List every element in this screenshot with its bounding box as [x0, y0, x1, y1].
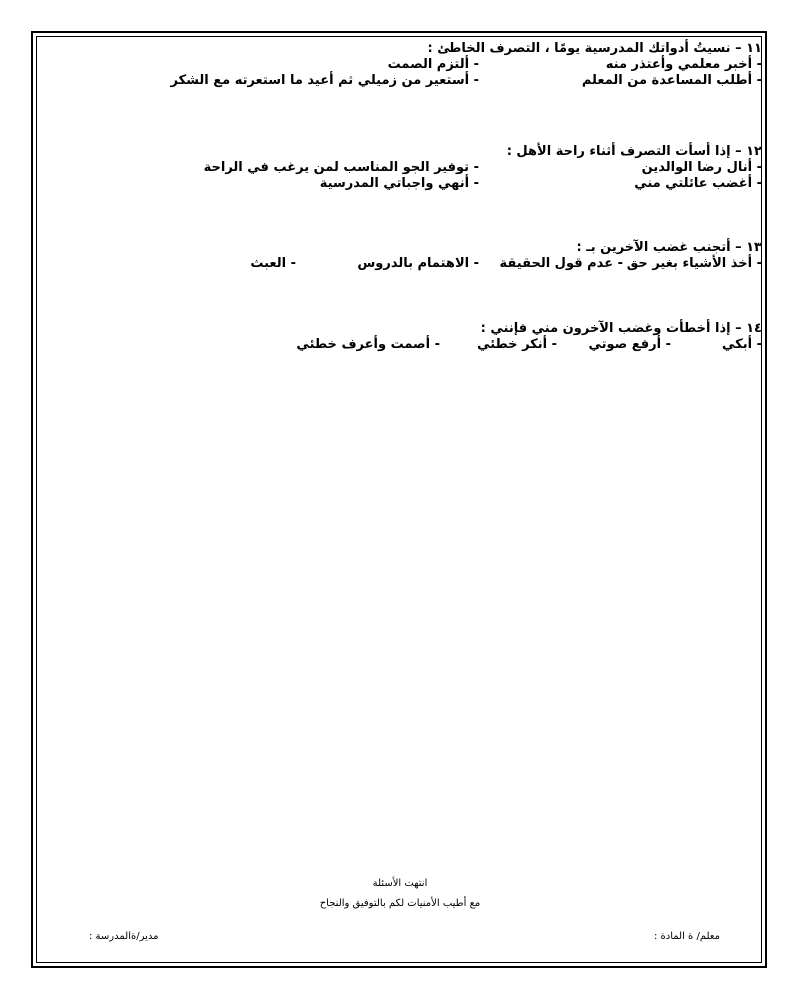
question-12 [40, 144, 762, 192]
principal-signature-label: مدير/ةالمدرسة : [89, 931, 159, 942]
option: - أنهي واجباتي المدرسية [319, 176, 479, 191]
options-row [40, 160, 762, 176]
option: - أطلب المساعدة من المعلم [581, 73, 762, 88]
question-11 [40, 41, 762, 89]
option: - توفير الجو المناسب لمن يرغب في الراحة [203, 160, 479, 175]
question-14 [40, 321, 762, 353]
option: - أصمت وأعرف خطئي [296, 337, 440, 352]
option: - أبكي [722, 337, 762, 352]
options-row [40, 73, 762, 89]
question-13 [40, 240, 762, 272]
question-title: ١١ – نسيتُ أدواتك المدرسية يومًا ، التصرف الخاطئ : [427, 41, 762, 56]
option: - أخبر معلمي وأعتذر منه [605, 57, 762, 72]
question-title: ١٤ – إذا أخطأت وغضب الآخرون مني فإنني : [480, 321, 762, 336]
question-title: ١٢ – إذا أسأت التصرف أثناء راحة الأهل : [506, 144, 762, 159]
wishes-text: مع أطيب الأمنيات لكم بالتوفيق والنجاح [319, 898, 481, 909]
options-row [40, 176, 762, 192]
option: - الاهتمام بالدروس [357, 256, 479, 271]
options-row [40, 57, 762, 73]
option: - عدم قول الحقيقة [499, 256, 623, 271]
question-title: ١٣ – أتجنب غضب الآخرين بـ : [576, 240, 762, 255]
option: - أنال رضا الوالدين [641, 160, 762, 175]
options-row [40, 256, 762, 272]
option: - أغضب عائلتي مني [634, 176, 762, 191]
option: - أستعير من زميلي ثم أعيد ما استعرته مع الشكر [170, 73, 479, 88]
options-row [40, 337, 762, 353]
teacher-signature-label: معلم/ ة المادة : [653, 931, 720, 942]
option: - أنكر خطئي [477, 337, 557, 352]
option: - العبث [250, 256, 296, 271]
option: - أخذ الأشياء بغير حق [626, 256, 762, 271]
end-of-questions-text: انتهت الأسئلة [372, 878, 428, 889]
option: - ألتزم الصمت [387, 57, 479, 72]
option: - أرفع صوتي [588, 337, 671, 352]
